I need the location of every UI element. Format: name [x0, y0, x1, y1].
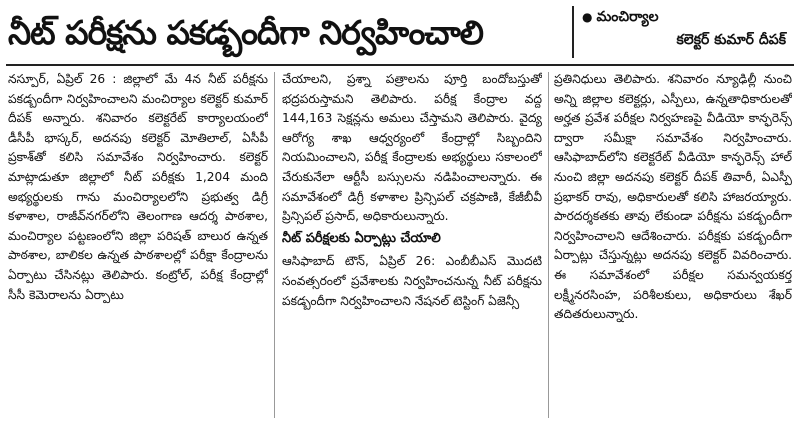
dateline-box — [572, 6, 794, 58]
column-2-continued-text: ఆసిఫాబాద్‌ టౌన్‌, ఏప్రిల్‌ 26: ఎంబీబీఎస్‌ మొదటి సంవత్సరంలో ప్రవేశాలకు నిర్వహించనున్న నీట్‌ పరీక్షను పకడ్బందీగా నిర్వహించాలని నేషనల్‌ టెస్టింగ్‌ ఏజెన్సీ — [282, 254, 542, 308]
subheadline: నీట్‌ పరీక్షలకు ఏర్పాట్లు చేయాలి — [282, 230, 441, 246]
column-2-text: చేయాలని, ప్రశ్నా పత్రాలను పూర్తి బందోబస్తుతో భద్రపరుస్తామని తెలిపారు. పరీక్ష కేంద్రాల వద్ద 144,163 సెక్షన్లను అమలు చేస్తామని తెలిపారు. వైద్య ఆరోగ్య శాఖ ఆధ్వర్యంలో కేంద్రాల్లో సిబ్బందిని నియమించాలని, పరీక్ష కేంద్రాలకు అభ్యర్థులు సకాలంలో చేరుకునేలా ఆర్టీసీ బస్సులను నడిపించాలన్నారు. ఈ సమావేశంలో డిగ్రీ కళాశాల ప్రిన్సిపల్‌ చక్రపాణి, కేజీబీవీ ప్రిన్సిపల్‌ ప్రసాద్‌, అధికారులున్నారు. — [282, 72, 542, 224]
column-3-text: ప్రతినిధులు తెలిపారు. శనివారం న్యూఢిల్లీ నుంచి అన్ని జిల్లాల కలెక్టర్లు, ఎస్పీలు, ఉన్నతాధికారులతో అర్హత ప్రవేశ పరీక్షల నిర్వహణపై వీడియో కాన్ఫరెన్స్‌ ద్వారా సమీక్షా సమావేశం నిర్వహించారు. ఆసిఫాబాద్‌లోని కలెక్టరేట్‌ వీడియో కాన్ఫరెన్స్‌ హాల్‌ నుంచి జిల్లా అదనపు కలెక్టర్‌ దీపక్‌ తివారీ, ఏఎస్పీ ప్రభాకర్‌ రావు, అధికారులతో కలిసి హాజరయ్యారు. పారదర్శకతకు తావు లేకుండా పరీక్షను పకడ్బందీగా నిర్వహించాలని ఆదేశించారు. పరీక్షకు పకడ్బందీగా ఏర్పాట్లు చేస్తున్నట్లు అదనపు కలెక్టర్‌ వివరించారు. ఈ సమావేశంలో పరీక్షల సమన్వయకర్త లక్ష్మీనరసింహ, పరిశీలకులు, అధికారులు శేఖర్‌ తదితరులున్నారు. — [554, 72, 792, 322]
article-column-3 — [554, 70, 792, 420]
column-divider — [548, 72, 549, 418]
headline-rule — [6, 64, 794, 66]
dateline-reporter: కలెక్టర్‌ కుమార్‌ దీపక్‌ — [676, 32, 786, 48]
dateline-place-line — [582, 6, 794, 28]
article-column-1 — [8, 70, 268, 420]
column-1-text: నస్పూర్‌, ఏప్రిల్‌ 26 : జిల్లాలో మే 4న నీట్‌ పరీక్షను పకడ్బందీగా నిర్వహించాలని మంచిర్యాల కలెక్టర్‌ కుమార్‌ దీపక్‌ అన్నారు. శనివారం కలెక్టరేట్‌ కార్యాలయంలో డీసీపీ భాస్కర్‌, అదనపు కలెక్టర్‌ మోతిలాల్‌, ఏసీపీ ప్రకాశ్‌తో కలిసి సమావేశం నిర్వహించారు. కలెక్టర్‌ మాట్లాడుతూ జిల్లాలో నీట్‌ పరీక్షకు 1,204 మంది అభ్యర్థులకు గాను మంచిర్యాలలోని ప్రభుత్వ డిగ్రీ కళాశాల, రాజీవ్‌నగర్‌లోని తెలంగాణ ఆదర్శ పాఠశాల, మంచిర్యాల పట్టణంలోని జిల్లా పరిషత్‌ బాలుర ఉన్నత పాఠశాల, బాలికల ఉన్నత పాఠశాలల్లో పరీక్షా కేంద్రాలను ఏర్పాటు చేసినట్లు తెలిపారు. కంట్రోల్‌, పరీక్ష కేంద్రాల్లో సీసీ కెమెరాలను ఏర్పాటు — [8, 72, 268, 302]
headline: నీట్‌ పరీక్షను పకడ్బందీగా నిర్వహించాలి — [8, 13, 483, 52]
article-column-2 — [282, 70, 542, 420]
column-divider — [274, 72, 275, 418]
dateline-place: మంచిర్యాల — [596, 9, 659, 25]
bullet-icon: ● — [582, 10, 593, 24]
